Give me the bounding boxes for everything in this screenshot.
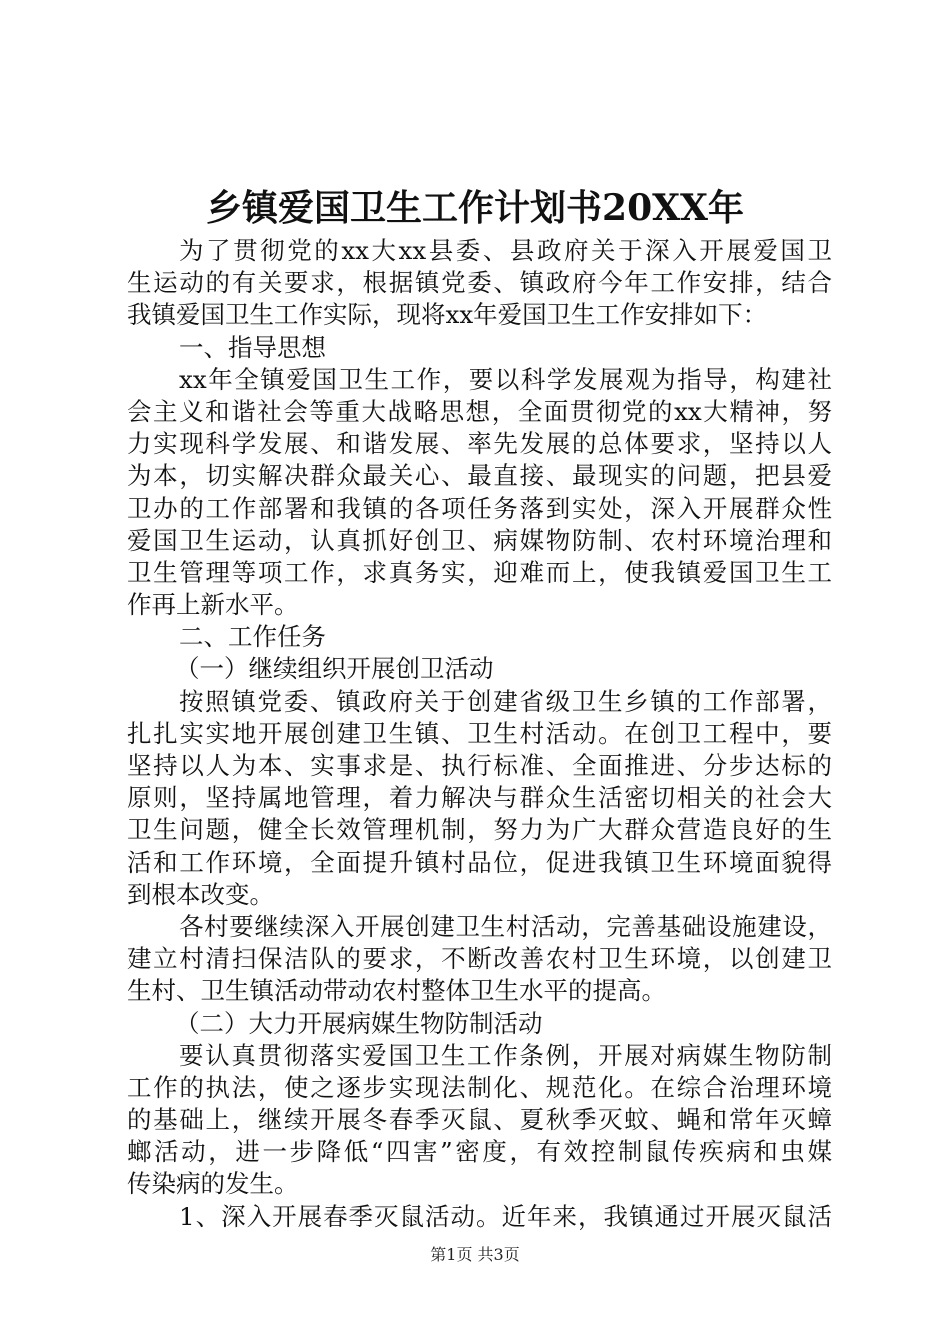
text-line: 生村、卫生镇活动带动农村整体卫生水平的提高。 xyxy=(127,976,666,1006)
text-line: 作再上新水平。 xyxy=(127,590,299,620)
text-line: 传染病的发生。 xyxy=(127,1169,299,1199)
text-line: 原则，坚持属地管理，着力解决与群众生活密切相关的社会大 xyxy=(127,783,832,813)
text-line: 力实现科学发展、和谐发展、率先发展的总体要求，坚持以人 xyxy=(127,429,832,459)
text-line: 为本，切实解决群众最关心、最直接、最现实的问题，把县爱 xyxy=(127,461,832,491)
text-line: 卫生管理等项工作，求真务实，迎难而上，使我镇爱国卫生工 xyxy=(127,557,832,587)
text-line: 爱国卫生运动，认真抓好创卫、病媒物防制、农村环境治理和 xyxy=(127,525,832,555)
text-line: 的基础上，继续开展冬春季灭鼠、夏秋季灭蚊、蝇和常年灭蟑 xyxy=(127,1105,832,1135)
text-line: 生运动的有关要求，根据镇党委、镇政府今年工作安排，结合 xyxy=(127,268,832,298)
text-line: 我镇爱国卫生工作实际，现将xx年爱国卫生工作安排如下： xyxy=(127,300,768,330)
text-line: 各村要继续深入开展创建卫生村活动，完善基础设施建设， xyxy=(179,911,832,941)
subsection-heading: （一）继续组织开展创卫活动 xyxy=(175,654,494,684)
text-line: 扎扎实实地开展创建卫生镇、卫生村活动。在创卫工程中，要 xyxy=(127,718,832,748)
text-line: 要认真贯彻落实爱国卫生工作条例，开展对病媒生物防制 xyxy=(179,1040,832,1070)
text-line: 按照镇党委、镇政府关于创建省级卫生乡镇的工作部署， xyxy=(179,686,832,716)
text-line: 到根本改变。 xyxy=(127,879,274,909)
subsection-heading: （二）大力开展病媒生物防制活动 xyxy=(175,1008,543,1038)
section-heading: 一、指导思想 xyxy=(179,332,326,362)
text-line: 卫办的工作部署和我镇的各项任务落到实处，深入开展群众性 xyxy=(127,493,832,523)
text-line: 活和工作环境，全面提升镇村品位，促进我镇卫生环境面貌得 xyxy=(127,847,832,877)
text-line: 工作的执法，使之逐步实现法制化、规范化。在综合治理环境 xyxy=(127,1072,832,1102)
text-line: xx年全镇爱国卫生工作，要以科学发展观为指导，构建社 xyxy=(179,364,832,394)
text-line: 会主义和谐社会等重大战略思想，全面贯彻党的xx大精神，努 xyxy=(127,396,832,426)
text-line: 1、深入开展春季灭鼠活动。近年来，我镇通过开展灭鼠活 xyxy=(179,1201,832,1231)
document-title: 乡镇爱国卫生工作计划书20XX年 xyxy=(206,187,744,229)
document-body xyxy=(127,235,832,1233)
text-line: 卫生问题，健全长效管理机制，努力为广大群众营造良好的生 xyxy=(127,815,832,845)
text-line: 坚持以人为本、实事求是、执行标准、全面推进、分步达标的 xyxy=(127,751,832,780)
text-line: 建立村清扫保洁队的要求，不断改善农村卫生环境，以创建卫 xyxy=(127,944,832,974)
section-heading: 二、工作任务 xyxy=(179,622,326,652)
page-footer: 第1页 共3页 xyxy=(430,1245,520,1264)
text-line: 螂活动，进一步降低“四害”密度，有效控制鼠传疾病和虫媒 xyxy=(127,1137,832,1167)
text-line: 为了贯彻党的xx大xx县委、县政府关于深入开展爱国卫 xyxy=(179,236,832,265)
